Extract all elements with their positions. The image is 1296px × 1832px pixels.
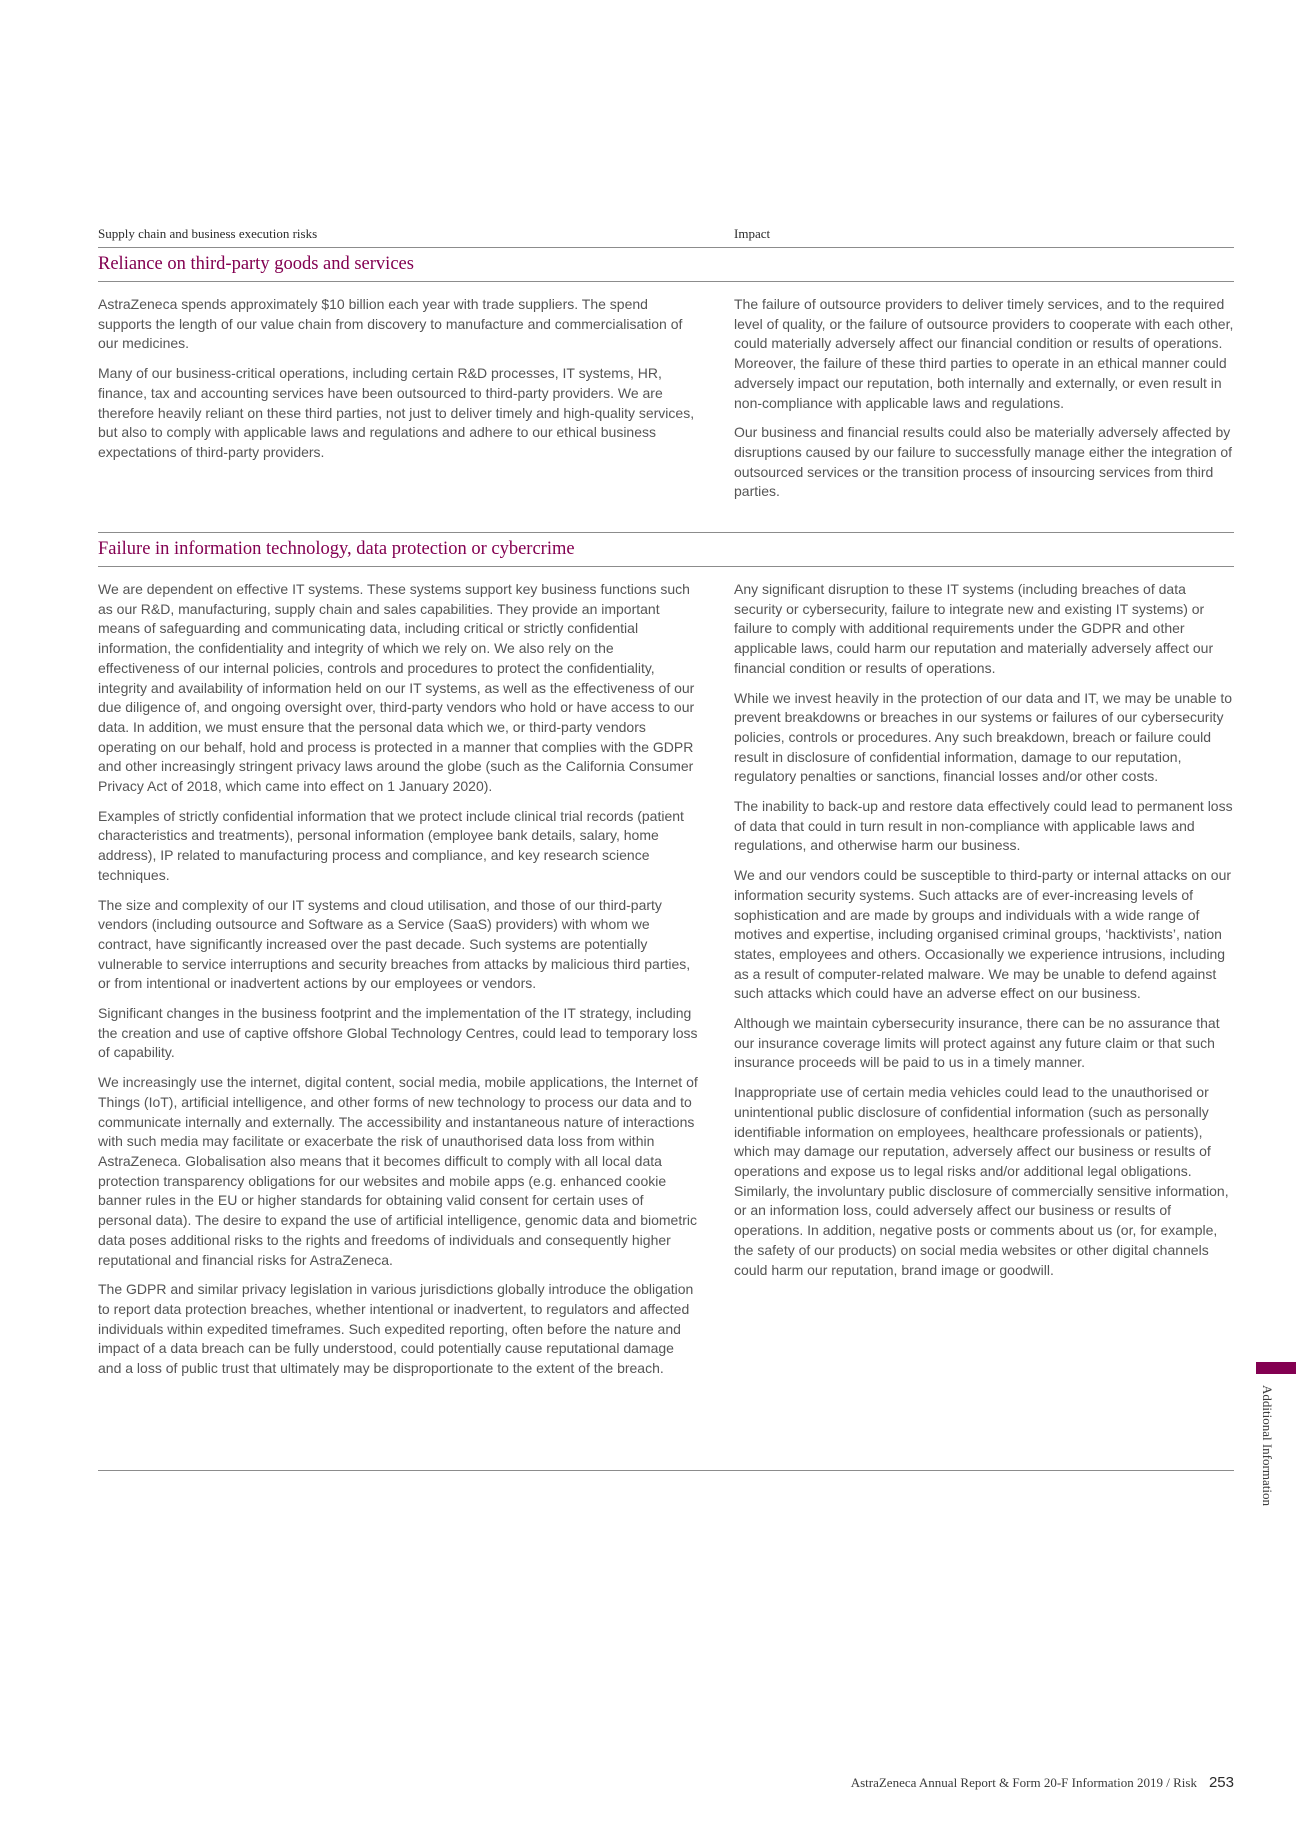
paragraph: While we invest heavily in the protection of our data and IT, we may be unable to prevent breakdowns or breaches in our systems or failures of our cybersecurity policies, controls or procedures. Any such breakdown, breach or failure could result in disclosure of confidential information, damage to our reputation, regulatory penalties or sanctions, financial losses and/or other costs. — [734, 689, 1233, 785]
paragraph: Significant changes in the business footprint and the implementation of the IT strategy, including the creation and use of captive offshore Global Technology Centres, could lead to temporary loss of capability. — [98, 1005, 698, 1061]
paragraph: We and our vendors could be susceptible to third-party or internal attacks on our information security systems. Such attacks are of ever-increasing levels of sophistication and are made by groups and individuals with a wide range of motives and expertise, including organised criminal groups, ‘hacktivists’, nation states, employees and others. Occasionally we experience intrusions, including as a result of computer-related malware. We may be unable to defend against such attacks which could have an adverse effect on our business. — [734, 867, 1232, 1002]
paragraph: The GDPR and similar privacy legislation in various jurisdictions globally introduce the obligation to report data protection breaches, whether intentional or inadvertent, to regulators and affected individuals within expedited timeframes. Such expedited reporting, often before the nature and impact of a data breach can be fully understood, could potentially cause reputational damage and a loss of public trust that ultimately may be disproportionate to the extent of the breach. — [98, 1281, 694, 1377]
section-title-third-party: Reliance on third-party goods and services — [98, 254, 414, 274]
page-number: 253 — [1208, 1774, 1234, 1791]
section-title-it-data: Failure in information technology, data protection or cybercrime — [98, 539, 575, 559]
page-footer — [700, 1774, 1234, 1791]
paragraph: Examples of strictly confidential information that we protect include clinical trial records (patient characteristics and treatments), personal information (employee bank details, salary, home address), IP related to manufacturing process and compliance, and key research science techniques. — [98, 807, 684, 883]
paragraph: Many of our business-critical operations, including certain R&D processes, IT systems, HR, finance, tax and accounting services have been outsourced to third-party providers. We are therefore heavily reliant on these third parties, not just to deliver timely and high-quality services, but also to comply with applicable laws and regulations and adhere to our ethical business expectations of third-party providers. — [98, 365, 695, 460]
risk-description-it-data — [98, 580, 698, 1389]
impact-description-it-data — [734, 580, 1234, 1290]
section-divider — [98, 566, 1234, 567]
header-divider — [98, 247, 1234, 248]
paragraph: Although we maintain cybersecurity insurance, there can be no assurance that our insurance coverage limits will protect against any future claim or that such insurance proceeds will be paid to us in a timely manner. — [734, 1015, 1220, 1071]
paragraph: Any significant disruption to these IT systems (including breaches of data security or cybersecurity, failure to integrate new and existing IT systems) or failure to comply with additional requirements under the GDPR and other applicable laws, could harm our reputation and materially adversely affect our financial condition or results of operations. — [734, 581, 1214, 676]
paragraph: Our business and financial results could also be materially adversely affected by disruptions caused by our failure to successfully manage either the integration of outsourced services or the transition process of insourcing services from third parties. — [734, 424, 1233, 500]
paragraph: We increasingly use the internet, digital content, social media, mobile applications, the Internet of Things (IoT), artificial intelligence, and other forms of new technology to process our data and to communicate internally and externally. The accessibility and instantaneous nature of interactions with such media may facilitate or exacerbate the risk of unauthorised data loss from within AstraZeneca. Globalisation also means that it becomes difficult to comply with all local data protection transparency obligations for our websites and mobile apps (e.g. enhanced cookie banner rules in the EU or higher standards for obtaining valid consent for certain uses of personal data). The desire to expand the use of artificial intelligence, genomic data and biometric data poses additional risks to the rights and freedoms of individuals and consequently higher reputational and financial risks for AstraZeneca. — [98, 1074, 698, 1268]
paragraph: We are dependent on effective IT systems. These systems support key business functions such as our R&D, manufacturing, supply chain and sales capabilities. They provide an important means of safeguarding and communicating data, including critical or strictly confidential information, the confidentiality and integrity of which we rely on. We also rely on the effectiveness of our internal policies, controls and procedures to protect the confidentiality, integrity and availability of information held on our IT systems, as well as the effectiveness of our due diligence of, and ongoing oversight over, third-party vendors who hold or have access to our data. In addition, we must ensure that the personal data which we, or third-party vendors operating on our behalf, hold and process is protected in a manner that complies with the GDPR and other increasingly stringent privacy laws around the globe (such as the California Consumer Privacy Act of 2018, which came into effect on 1 January 2020). — [98, 581, 695, 795]
column-header-risks: Supply chain and business execution risks — [98, 226, 318, 241]
footer-document-title: AstraZeneca Annual Report & Form 20-F Information 2019 / Risk — [850, 1775, 1197, 1790]
column-header-impact: Impact — [734, 226, 771, 241]
table-header-row — [98, 226, 1234, 248]
table-bottom-divider — [98, 1470, 1234, 1471]
paragraph: AstraZeneca spends approximately $10 billion each year with trade suppliers. The spend supports the length of our value chain from discovery to manufacture and commercialisation of our medicines. — [98, 296, 683, 352]
paragraph: The size and complexity of our IT systems and cloud utilisation, and those of our third-party vendors (including outsource and Software as a Service (SaaS) providers) with whom we contract, have significantly increased over the past decade. Such systems are potentially vulnerable to service interruptions and security breaches from attacks by malicious third parties, or from intentional or inadvertent actions by our employees or vendors. — [98, 896, 691, 992]
paragraph: The failure of outsource providers to deliver timely services, and to the required level of quality, or the failure of outsource providers to cooperate with each other, could materially adversely affect our financial condition or results of operations. Moreover, the failure of these third parties to operate in an ethical manner could adversely impact our reputation, both internally and externally, or even result in non-compliance with applicable laws and regulations. — [734, 296, 1234, 411]
section-divider — [98, 281, 1234, 282]
section-divider — [98, 532, 1234, 533]
risk-description-third-party — [98, 295, 698, 473]
section-tab-marker — [1256, 1362, 1296, 1374]
paragraph: The inability to back-up and restore data effectively could lead to permanent loss of data that could in turn result in non-compliance with applicable laws and regulations, and otherwise harm our business. — [734, 798, 1233, 854]
impact-description-third-party — [734, 295, 1234, 512]
side-section-label: Additional Information — [1260, 1385, 1275, 1506]
paragraph: Inappropriate use of certain media vehicles could lead to the unauthorised or unintentional public disclosure of confidential information (such as personally identifiable information on employees, healthcare professionals or patients), which may damage our reputation, adversely affect our business or results of operations and expose us to legal risks and/or additional legal obligations. Similarly, the involuntary public disclosure of commercially sensitive information, or an information loss, could adversely affect our business or results of operations. In addition, negative posts or comments about us (or, for example, the safety of our products) on social media websites or other digital channels could harm our reputation, brand image or goodwill. — [734, 1084, 1229, 1278]
